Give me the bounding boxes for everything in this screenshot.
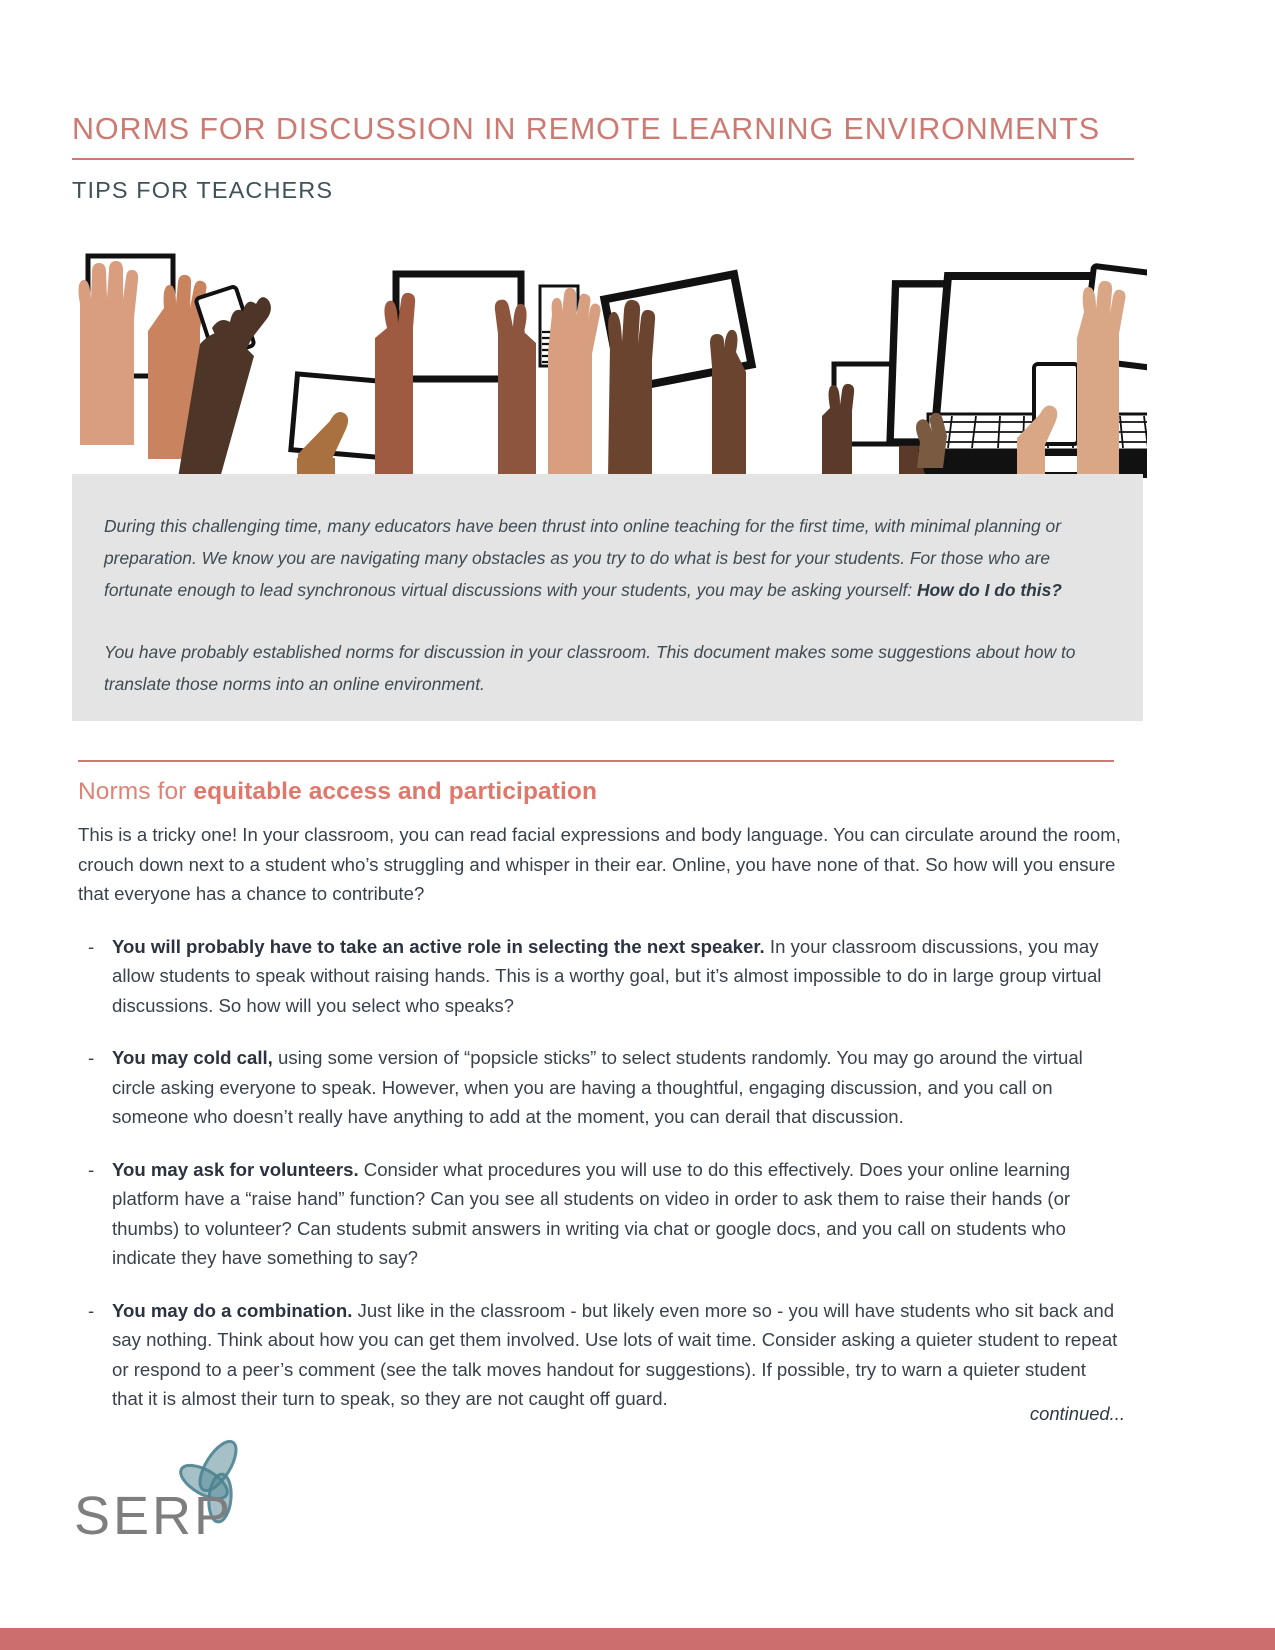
hand-tablet-landscape	[375, 274, 536, 478]
list-item-lead: You will probably have to take an active role in selecting the next speaker.	[112, 935, 765, 957]
callout-question: How do I do this?	[916, 580, 1062, 600]
list-bullet-marker: -	[88, 1158, 95, 1180]
list-item	[78, 1043, 1121, 1132]
hand-smartphone-calculator	[540, 286, 601, 478]
list-item-text: Just like in the classroom - but likely even more so - you will have students who sit back and say nothing. Think about how you can get them involved. Use lots of wait time. Consider asking a quieter student to repeat or respond to a peer’s comment (see the talk moves handout for suggestions). If possible, try to warn a quieter student that it is almost their turn to speak, so they are not caught off guard.	[112, 1299, 1118, 1409]
serp-logo-text: SERP	[74, 1486, 234, 1546]
section-heading	[78, 778, 597, 806]
list-item-lead: You may cold call,	[112, 1047, 273, 1068]
list-item	[78, 1155, 1121, 1273]
section-heading-emphasis: equitable access and participation	[193, 778, 598, 805]
hand-tablet-tilted	[604, 274, 751, 478]
list-bullet-marker: -	[88, 935, 95, 957]
list-bullet-marker: -	[88, 1299, 95, 1321]
list-item-text: In your classroom discussions, you may allow students to speak without raising hands. This is a worthy goal, but it’s almost impossible to do in large group virtual discussions. So how will you select who speaks?	[112, 935, 1102, 1016]
list-bullet-marker: -	[88, 1047, 95, 1068]
callout-paragraph-1-lead: During this challenging time, many educators have been thrust into online teaching for the first time, with minimal planning or preparation. We know you are navigating many obstacles as you try to do what is best for your students. For those who are fortunate enough to lead synchronous virtual discussions with your students, you may be asking yourself:	[104, 516, 1061, 600]
section-divider	[78, 760, 1114, 762]
list-item	[78, 1296, 1121, 1414]
list-item-lead: You may ask for volunteers.	[112, 1158, 359, 1180]
page-subtitle: TIPS FOR TEACHERS	[72, 176, 334, 203]
continued-label: continued...	[1029, 1403, 1125, 1424]
callout-paragraph-1	[104, 510, 1111, 606]
list-item-text: Consider what procedures you will use to do this effectively. Does your online learning platform have a “raise hand” function? Can you see all students on video in order to ask them to raise their hands (or thumbs) to volunteer? Can students submit answers in writing via chat or google docs, and you call on students who indicate they have something to say?	[112, 1158, 1071, 1268]
hero-illustration	[72, 236, 1147, 478]
section-intro: This is a tricky one! In your classroom, you can read facial expressions and body language. You can circulate around the room, crouch down next to a student who’s struggling and whisper in their ear. Online, you have none of that. So how will you ensure that everyone has a chance to contribute?	[78, 824, 1121, 904]
footer-bar	[0, 1628, 1275, 1650]
title-divider	[72, 158, 1134, 160]
section-body	[78, 820, 1121, 1414]
list-item	[78, 932, 1121, 1021]
document-header	[72, 112, 1134, 204]
list-item-lead: You may do a combination.	[112, 1299, 353, 1321]
page-title: NORMS FOR DISCUSSION IN REMOTE LEARNING ENVIRONMENTS	[72, 112, 1100, 146]
list-item-text: using some version of “popsicle sticks” to select students randomly. You may go around the virtual circle asking everyone to speak. However, when you are having a thoughtful, engaging discussion, and you call on someone who doesn’t really have anything to add at the moment, you can derail that discussion.	[112, 1047, 1083, 1127]
serp-logo	[74, 1438, 274, 1553]
intro-callout	[72, 474, 1143, 721]
callout-paragraph-2: You have probably established norms for discussion in your classroom. This document makes some suggestions about how to translate those norms into an online environment.	[104, 642, 1076, 694]
tips-list	[78, 932, 1121, 1414]
section-heading-lead: Norms for	[78, 778, 194, 805]
